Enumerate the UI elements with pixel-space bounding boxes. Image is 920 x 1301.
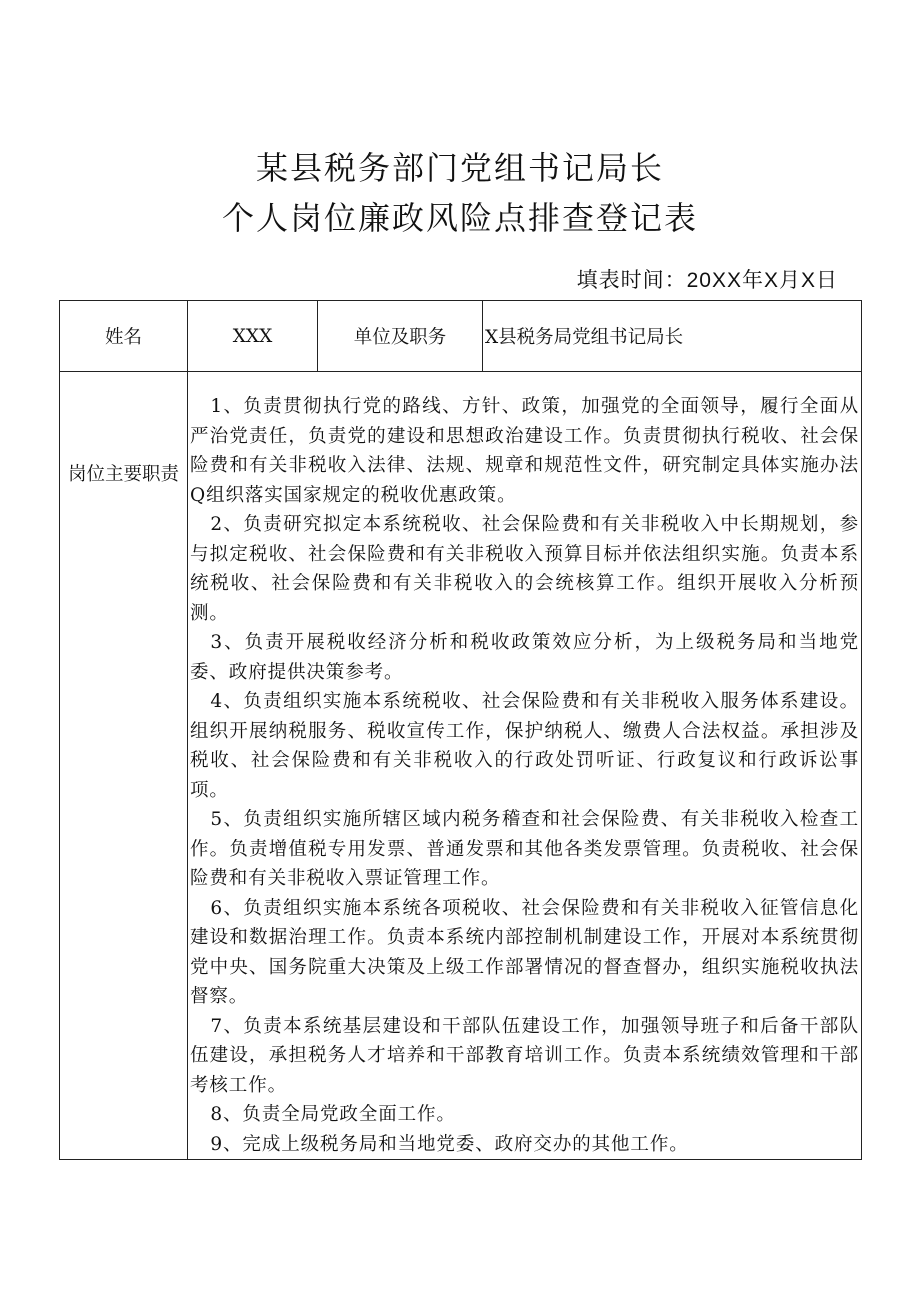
duties-row [60,372,862,1160]
duty-item-9: 9、完成上级税务局和当地党委、政府交办的其他工作。 [210,1133,689,1155]
duty-item-8: 8、负责全局党政全面工作。 [210,1104,456,1125]
position-label: 单位及职务 [318,301,483,372]
fill-date [577,270,838,291]
document-title-line2: 个人岗位廉政风险点排查登记表 [221,199,698,237]
duty-item-6: 6、负责组织实施本系统各项税收、社会保险费和有关非税收入征管信息化建设和数据治理工作。负责本系统内部控制机制建设工作，开展对本系统贯彻党中央、国务院重大决策及上级工作部署情况的督查督办，组织实施税收执法督察。 [190,897,859,1007]
duty-item-1: 1、负责贯彻执行党的路线、方针、政策，加强党的全面领导，履行全面从严治党责任，负责党的建设和思想政治建设工作。负责贯彻执行税收、社会保险费和有关非税收入法律、法规、规章和规范性文件，研究制定具体实施办法Q组织落实国家规定的税收优惠政策。 [190,396,859,506]
duty-item-4: 4、负责组织实施本系统税收、社会保险费和有关非税收入服务体系建设。组织开展纳税服务、税收宣传工作，保护纳税人、缴费人合法权益。承担涉及税收、社会保险费和有关非税收入的行政处罚听证、行政复议和行政诉讼事项。 [190,691,859,801]
name-label: 姓名 [60,301,188,372]
registration-form-table [59,300,862,1160]
duties-cell [188,372,862,1160]
header-row [60,301,862,372]
fill-date-label: 填表时间： [576,268,687,292]
duty-item-7: 7、负责本系统基层建设和干部队伍建设工作，加强领导班子和后备干部队伍建设，承担税务人才培养和干部教育培训工作。负责本系统绩效管理和干部考核工作。 [190,1015,859,1096]
fill-date-value: 20XX年X月X日 [686,269,838,292]
duties-list [188,372,861,1159]
duty-item-5: 5、负责组织实施所辖区域内税务稽查和社会保险费、有关非税收入检查工作。负责增值税专用发票、普通发票和其他各类发票管理。负责税收、社会保险费和有关非税收入票证管理工作。 [190,809,859,889]
duties-label: 岗位主要职责 [60,372,188,1160]
duty-item-3: 3、负责开展税收经济分析和税收政策效应分析，为上级税务局和当地党委、政府提供决策参考。 [190,632,859,683]
duty-item-2: 2、负责研究拟定本系统税收、社会保险费和有关非税收入中长期规划，参与拟定税收、社会保险费和有关非税收入预算目标并依法组织实施。负责本系统税收、社会保险费和有关非税收入的会统核算工作。组织开展收入分析预测。 [190,514,859,624]
document-title-line1: 某县税务部门党组书记局长 [255,149,664,187]
name-value: XXX [188,301,318,372]
position-value: X县税务局党组书记局长 [483,301,862,372]
